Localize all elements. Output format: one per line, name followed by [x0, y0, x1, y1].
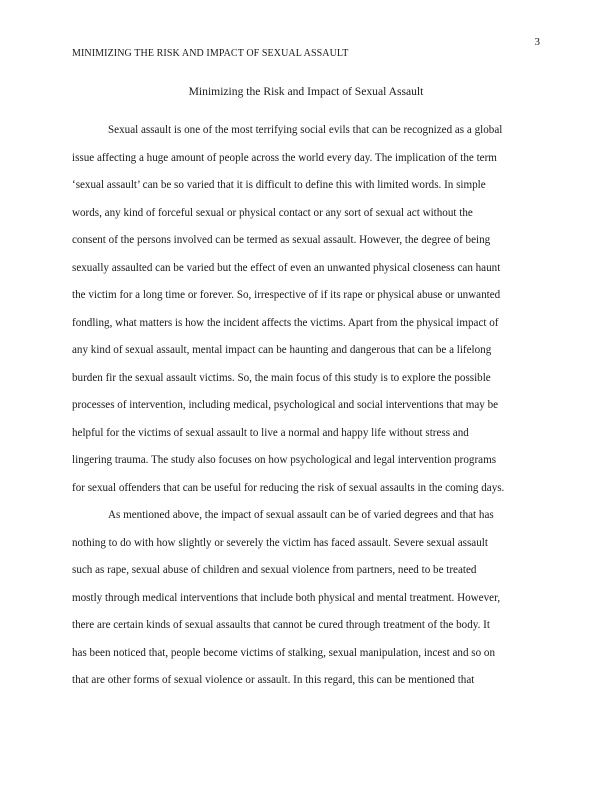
paragraph-line: mostly through medical interventions that include both physical and mental treatment. However,	[72, 591, 501, 604]
paragraph-line: the victim for a long time or forever. So, irrespective of if its rape or physical abuse or unwanted	[72, 289, 501, 301]
paragraph-line: issue affecting a huge amount of people across the world every day. The implication of the term	[72, 151, 497, 164]
page-number: 3	[534, 36, 540, 48]
paragraph-line: nothing to do with how slightly or severely the victim has faced assault. Severe sexual assault	[72, 536, 488, 549]
paragraph-line: processes of intervention, including medical, psychological and social interventions that may be	[72, 399, 499, 411]
paragraph-line: has been noticed that, people become victims of stalking, sexual manipulation, incest and so on	[72, 646, 495, 659]
paragraph-line: consent of the persons involved can be termed as sexual assault. However, the degree of being	[72, 234, 491, 246]
paragraph-line: there are certain kinds of sexual assaults that cannot be cured through treatment of the body. It	[72, 619, 490, 631]
paragraph-line: any kind of sexual assault, mental impact can be haunting and dangerous that can be a lifelong	[72, 344, 492, 356]
paragraph-line: Sexual assault is one of the most terrifying social evils that can be recognized as a global	[108, 124, 503, 136]
running-head: MINIMIZING THE RISK AND IMPACT OF SEXUAL ASSAULT	[72, 48, 349, 59]
paragraph-1	[72, 121, 542, 506]
paragraph-line: burden fir the sexual assault victims. So, the main focus of this study is to explore the possible	[72, 371, 491, 384]
paragraph-line: words, any kind of forceful sexual or physical contact or any sort of sexual act without the	[72, 206, 473, 219]
paragraph-line: fondling, what matters is how the incident affects the victims. Apart from the physical impact of	[72, 316, 499, 329]
paragraph-line: helpful for the victims of sexual assault to live a normal and happy life without stress and	[72, 426, 469, 439]
body-text	[72, 121, 542, 699]
paragraph-line: for sexual offenders that can be useful for reducing the risk of sexual assaults in the coming days.	[72, 481, 505, 494]
paragraph-line: sexually assaulted can be varied but the effect of even an unwanted physical closeness can haunt	[72, 261, 501, 274]
paragraph-line: that are other forms of sexual violence or assault. In this regard, this can be mentioned that	[72, 674, 475, 686]
paragraph-line: such as rape, sexual abuse of children and sexual violence from partners, need to be treated	[72, 564, 477, 576]
paragraph-line: ‘sexual assault’ can be so varied that it is difficult to define this with limited words. In simple	[72, 179, 486, 191]
document-title: Minimizing the Risk and Impact of Sexual Assault	[188, 85, 424, 98]
paragraph-2	[72, 506, 542, 699]
paragraph-line: lingering trauma. The study also focuses on how psychological and legal intervention programs	[72, 454, 497, 466]
paragraph-line: As mentioned above, the impact of sexual assault can be of varied degrees and that has	[108, 509, 494, 521]
